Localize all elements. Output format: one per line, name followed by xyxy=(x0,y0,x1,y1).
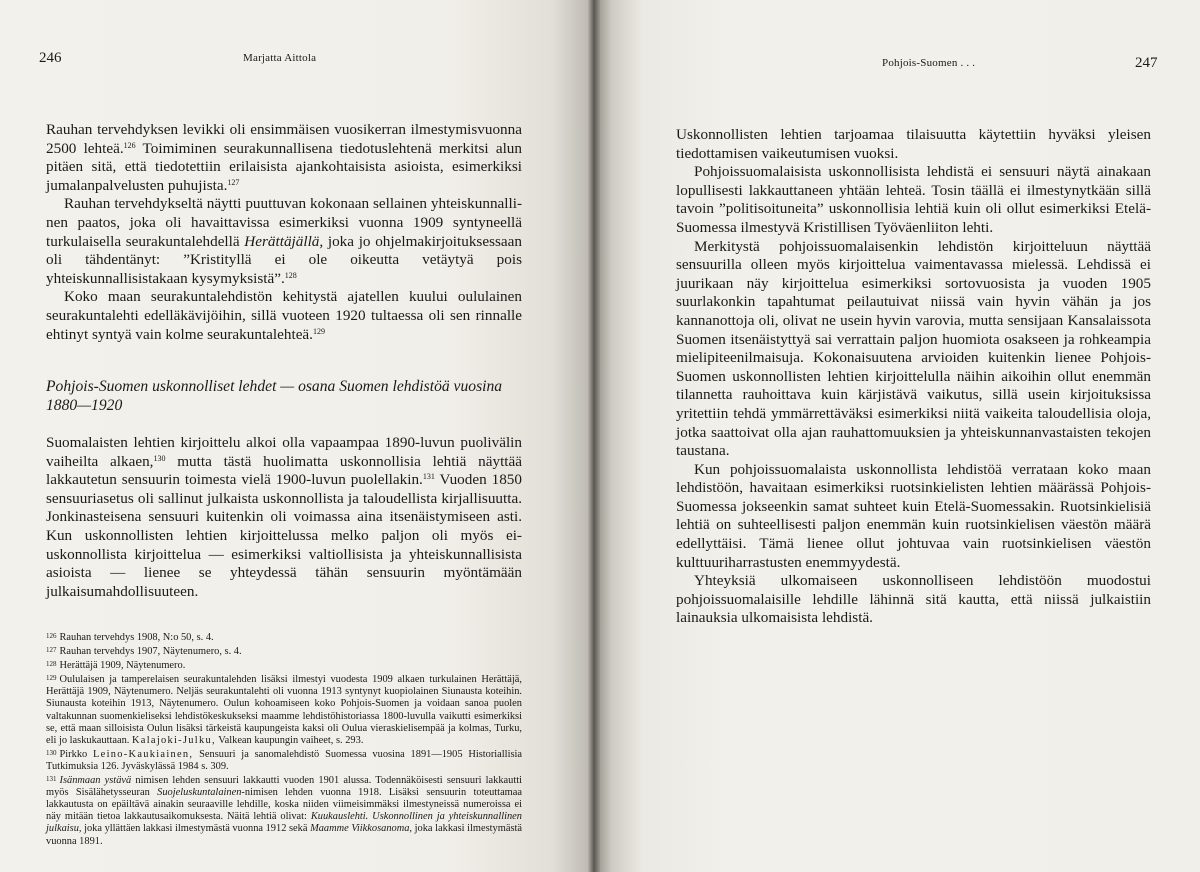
body-text-left-upper xyxy=(46,121,522,344)
paragraph-2: Rauhan tervehdykseltä näytti puuttuvan kokonaan sellainen yhteiskunnallinen paatos, joka oli havaittavissa esimerkiksi vuonna 1909 syntyneellä turkulaisella seurakuntalehdellä Herättäjällä, joka jo ohjelmakirjoituksessaan oli tähdentänyt: ”Kristityllä ei ole oikeutta vetäytyä pois yhteiskunnallisistakaan kysymyksistä”.$^{128}$ xyxy=(46,195,522,287)
running-head-left: Marjatta Aittola xyxy=(243,52,317,64)
footnote-128: 128 Herättäjä 1909, Näytenumero. xyxy=(46,660,186,672)
paragraph-3: Koko maan seurakuntalehdistön kehitystä ajatellen kuului oululainen seurakuntalehti edelläkävijöihin, sillä vuoteen 1920 tultaessa oli sen rinnalle ehtinyt syntyä vain kolme seurakuntalehteä.$^{129}$ xyxy=(46,288,522,343)
left-page xyxy=(0,0,594,872)
body-text-right xyxy=(676,126,1151,628)
section-heading: Pohjois-Suomen uskonnolliset lehdet — osana Suomen lehdistöä vuosina 1880—1920 xyxy=(46,378,503,414)
footnote-126: 126 Rauhan tervehdys 1908, N:o 50, s. 4. xyxy=(46,632,214,643)
page-number-left: 246 xyxy=(39,50,62,66)
running-head-right: Pohjois-Suomen . . . xyxy=(882,57,976,69)
paragraph-r5: Yhteyksiä ulkomaiseen uskonnolliseen lehdistöön muodostui pohjoissuomalaisille lehdille lähinnä sitä kautta, että niissä julkaistiin lainauksia ulkomaisista lehdistä. xyxy=(676,572,1151,627)
footnote-127: 127 Rauhan tervehdys 1907, Näytenumero, s. 4. xyxy=(46,646,242,658)
footnote-129: 129 Oululaisen ja tamperelaisen seurakuntalehden lisäksi ilmestyi vuodesta 1909 alkaen turkulainen Herättäjä, Herättäjä 1909, Näytenumero. Neljäs seurakuntalehti oli vuonna 1913 syntynyt kuopiolainen Siunausta koteihin. Siunausta koteihin 1913, Näytenumero. Oulun kohoamiseen koko Pohjois-Suomen ja voidaan sanoa puolen valtakunnan suomenkieliseksi lehdistökeskukseksi maamme lehdistöhistoriassa 1800-luvulla vaikutti esimerkiksi se, että maan silloisista Oulun lisäksi tärkeistä kaupungeista kaksi oli Oulua vieraskielisempää ja kolmas, Turku, eli jo laskukauttaan. Kalajoki-Julku, Valkean kaupungin vaiheet, s. 293. xyxy=(46,674,522,746)
paragraph-r3: Merkitystä pohjoissuomalaisenkin lehdistön kirjoitteluun näyttää sensuurilla olleen myös kirjoittelua vaimentavassa mielessä. Lehdissä ei juurikaan näy kirjoittelua esimerkiksi sortovuosista ja vuoden 1905 suurlakonkin tapahtumat peilautuivat niissä vain hyvin vähän ja jos kannanottoja oli, olivat ne usein hyvin varovia, mutta sensijaan Kansalaissota Suomen itsenäistyttyä sai verrattain paljon huomiota osakseen ja rohkeampia mielipiteenilmaisuja. Kokonaisuutena arvioiden kuitenkin lienee Pohjois-Suomen uskonnollisten lehtien kirjoittelulla näihin aikoihin ollut enemmän tilannetta rauhoittava kuin kärjistävä vaikutus, sillä usein kirjoituksissa yritettiin tehdä ymmärrettäväksi esimerkiksi niitä vaikeita taloudellisia oloja, jotka saattoivat olla ajan rauhattomuuksien ja yhteiskunnanvastaisten tekojen taustana. xyxy=(676,237,1151,460)
paragraph-4: Suomalaisten lehtien kirjoittelu alkoi olla vapaampaa 1890-luvun puolivälin vaiheilta alkaen,$^{130}$ mutta tästä huolimatta uskonnollisia lehtiä näyttää lakkautetun sensuurin toimesta vielä 1900-luvun puolellakin.$^{131}$ Vuoden 1850 sensuuriasetus oli sallinut julkaista uskonnollista ja taloudellista kirjallisuutta. Jonkinasteisena sensuuri kuitenkin oli voimassa aina itsenäistymiseen asti. Kun uskonnollisten lehtien kirjoittelussa melko paljon oli myös ei-uskonnollista kirjoittelua — esimerkiksi valtiollisista ja yhteiskunnallisista asioista — lienee se yhteydessä tähän sensuurin myöntämään julkaisumahdollisuuteen. xyxy=(46,434,522,600)
footnote-131: 131 Isänmaan ystävä nimisen lehden sensuuri lakkautti vuoden 1901 alussa. Todennäköisesti sensuuri lakkautti myös Sisälähetysseuran Suojeluskuntalainen-nimisen lehden vuonna 1918. Lisäksi sensuurin toteuttamaa lakkautusta on epäiltävä ainakin seuraaville lehdille, koska niiden viimeisimmäksi ilmestyneissä numeroissa ei näy mitään tietoa lakkautusaikomuksesta. Näitä lehtiä olivat: Kuukauslehti. Uskonnollinen ja yhteiskunnallinen julkaisu, joka yllättäen lakkasi ilmestymästä vuonna 1912 sekä Maamme Viikkosanoma, joka lakkasi ilmestymästä vuonna 1891. xyxy=(46,775,522,847)
page-number-right: 247 xyxy=(1135,55,1158,71)
book-gutter xyxy=(588,0,600,872)
right-page xyxy=(594,0,1200,872)
footnote-130: 130 Pirkko Leino-Kaukiainen, Sensuuri ja sanomalehdistö Suomessa vuosina 1891—1905 Historiallisia Tutkimuksia 126. Jyväskylässä 1984 s. 309. xyxy=(46,748,523,772)
paragraph-r4: Kun pohjoissuomalaista uskonnollista lehdistöä verrataan koko maan lehdistöön, havaitaan esimerkiksi ruotsinkielisten lehtien määrässä Pohjois-Suomessa jokseenkin samat suhteet kuin Etelä-Suomessakin. Ruotsinkielisiä lehtiä on suhteellisesti paljon enemmän kuin ruotsinkielisen väestön määrä edellyttäisi. Tämä lienee ollut johtuvaa vain ruotsinkielisen väestön kulttuuriharrastusten enemmyydestä. xyxy=(676,460,1151,571)
paragraph-r2: Pohjoissuomalaisista uskonnollisista lehdistä ei sensuuri näytä ainakaan lopullisesti lakkauttaneen yhtään lehteä. Tosin täällä ei ilmestynytkään sillä tavoin ”politisoituneita” uskonnollisia lehtiä kuin oli ollut esimerkiksi Etelä-Suomessa ilmestyvä Kristillisen Työväenliiton lehti. xyxy=(676,163,1151,236)
paragraph-r1: Uskonnollisten lehtien tarjoamaa tilaisuutta käytettiin hyväksi yleisen tiedottamisen vaikeutumisen vuoksi. xyxy=(676,126,1151,162)
paragraph-1: Rauhan tervehdyksen levikki oli ensimmäisen vuosikerran ilmestymisvuonna 2500 lehteä.$^{126}$ Toimiminen seurakunnallisena tiedotuslehtenä merkitsi alun pitäen sitä, että tiedotettiin erilaisista ajankohtaisista asioista, esimerkiksi jumalanpalvelusten puhujista.$^{127}$ xyxy=(46,121,522,194)
footnotes xyxy=(46,630,522,848)
body-text-left-lower xyxy=(46,434,522,601)
